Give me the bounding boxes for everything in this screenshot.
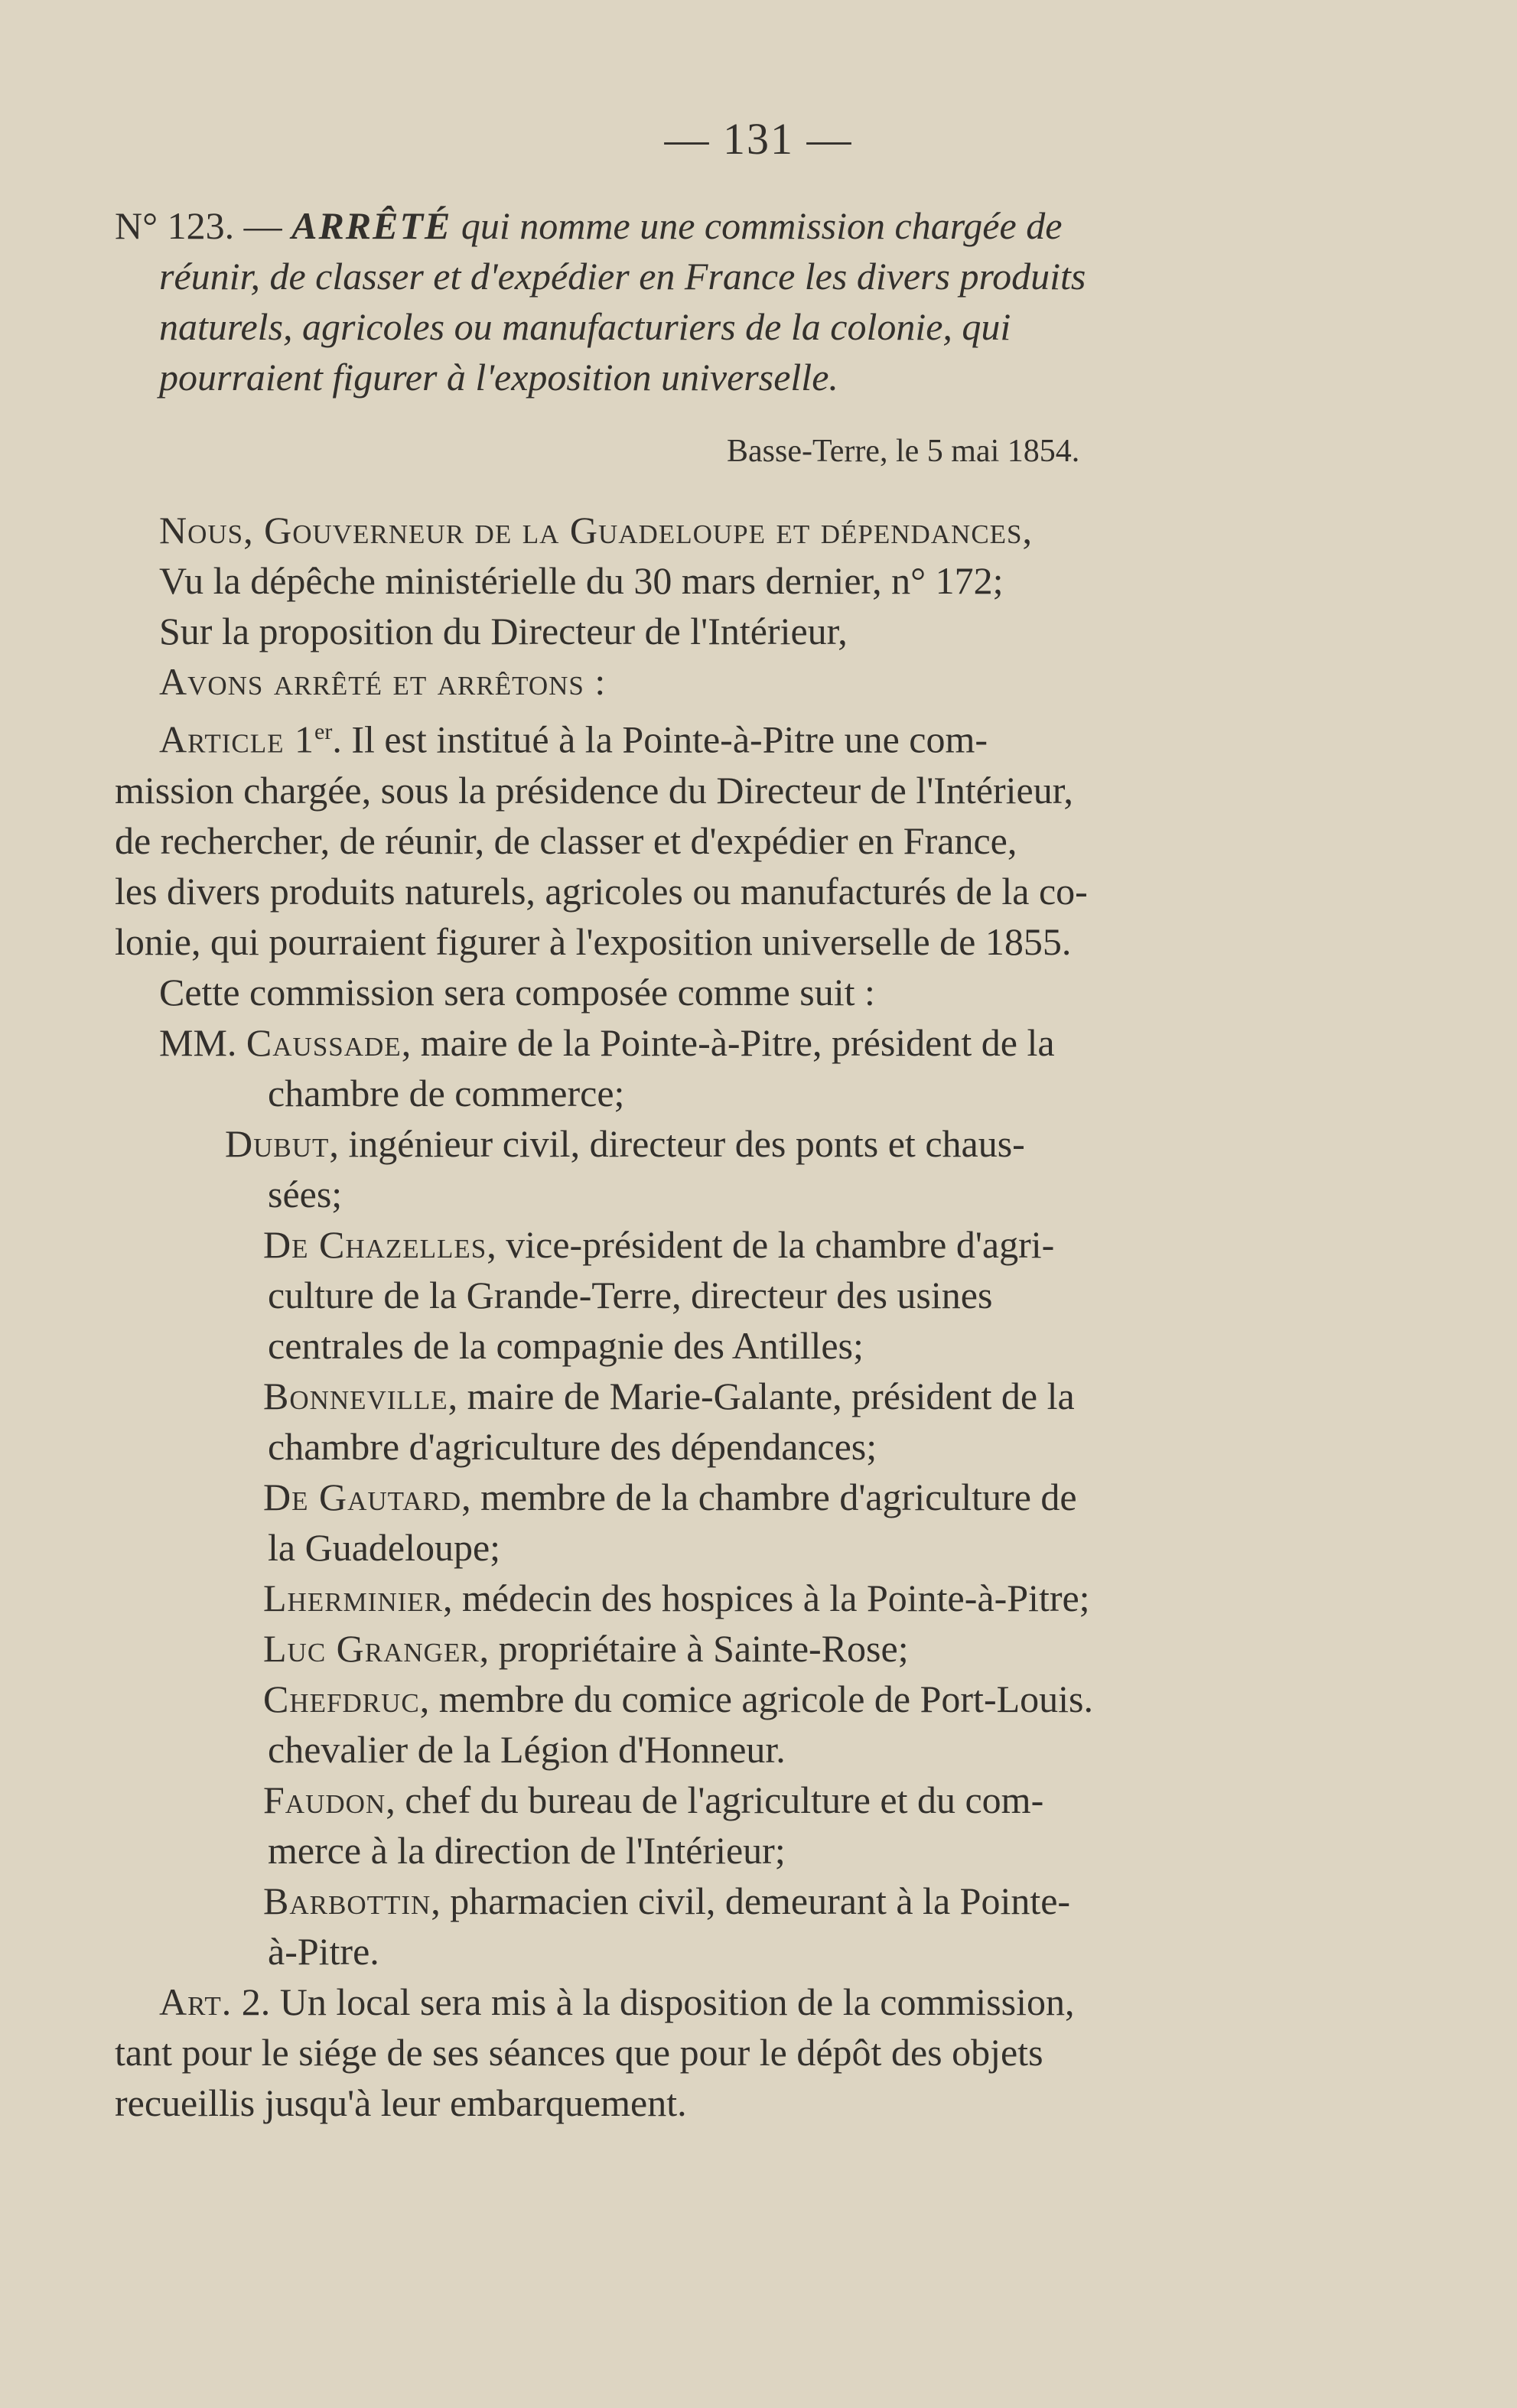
article-2-line-1-rest: 2. Un local sera mis à la disposition de la commission, [232,1980,1075,2023]
member-chefdruc [115,1674,1274,1724]
heading-line-1-rest: qui nomme une commission chargée de [461,204,1063,247]
member-name: De Gautard [263,1475,462,1518]
member-continuation: culture de la Grande-Terre, directeur des usines [268,1273,993,1316]
member-luc-granger [115,1623,1274,1674]
decree-heading [115,200,1274,402]
page-number: — 131 — [664,114,853,164]
composition-line: Cette commission sera composée comme suit : [159,970,875,1014]
article-1-line-1-rest: . Il est institué à la Pointe-à-Pitre une com- [332,718,988,761]
article-2-line-1 [115,1977,1274,2027]
member-continuation: à-Pitre. [268,1929,379,1973]
decree-title: ARRÊTÉ [291,204,452,247]
member-de-chazelles [115,1219,1274,1270]
member-continuation: centrales de la compagnie des Antilles; [268,1323,864,1367]
member-text: , médecin des hospices à la Pointe-à-Pitre; [442,1576,1090,1619]
member-name: Barbottin [263,1879,431,1922]
member-lherminier [115,1573,1274,1623]
member-barbottin [115,1876,1274,1926]
member-continuation: chambre de commerce; [268,1071,625,1115]
heading-line-1 [115,200,1274,251]
article-2-line-3: recueillis jusqu'à leur embarquement. [115,2081,687,2124]
member-dubut [115,1118,1274,1169]
member-text: , pharmacien civil, demeurant à la Pointe- [431,1879,1071,1922]
sur-line: Sur la proposition du Directeur de l'Intérieur, [159,610,848,652]
member-text: , vice-président de la chambre d'agri- [487,1222,1055,1266]
article-1-line-4: les divers produits naturels, agricoles ou manufacturés de la co- [115,869,1088,913]
article-1-line-3: de rechercher, de réunir, de classer et d'expédier en France, [115,818,1017,862]
place-date-line: Basse-Terre, le 5 mai 1854. [727,434,1080,469]
member-continuation: sées; [268,1172,343,1215]
heading-line-3: naturels, agricoles ou manufacturiers de la colonie, qui [159,305,1011,348]
member-name: Bonneville [263,1374,448,1417]
decree-body [115,505,1274,2128]
member-text: , ingénieur civil, directeur des ponts et chaus- [329,1121,1025,1165]
vu-line: Vu la dépêche ministérielle du 30 mars dernier, n° 172; [159,559,1004,602]
member-text: , maire de Marie-Galante, président de la [448,1374,1075,1417]
member-name: De Chazelles [263,1222,487,1266]
article-1-label: Article 1 [159,718,314,761]
governor-line: Nous, Gouverneur de la Guadeloupe et dépendances, [159,509,1034,552]
member-caussade [115,1017,1274,1068]
member-continuation: la Guadeloupe; [268,1525,501,1569]
member-text: , membre du comice agricole de Port-Louis. [419,1677,1093,1720]
avons-line: Avons arrêté et arrêtons : [159,660,607,703]
member-name: Luc Granger [263,1626,480,1670]
member-name: Chefdruc [263,1677,420,1720]
article-1-line-1 [115,707,1274,765]
member-text: , propriétaire à Sainte-Rose; [479,1626,909,1670]
member-text: , maire de la Pointe-à-Pitre, président de la [401,1020,1055,1064]
article-2-label: Art. [159,1980,233,2023]
member-continuation: chambre d'agriculture des dépendances; [268,1424,877,1468]
article-1-line-2: mission chargée, sous la présidence du Directeur de l'Intérieur, [115,768,1073,812]
heading-line-4: pourraient figurer à l'exposition universelle. [159,356,838,399]
decree-number: N° 123. [115,204,235,247]
member-bonneville [115,1371,1274,1421]
member-name: Faudon [263,1778,386,1821]
article-1-sup: er [314,719,333,744]
member-de-gautard [115,1472,1274,1522]
member-name: Caussade [246,1020,402,1064]
member-text: , membre de la chambre d'agriculture de [461,1475,1077,1518]
article-2-line-2: tant pour le siége de ses séances que pour le dépôt des objets [115,2030,1043,2074]
member-continuation: merce à la direction de l'Intérieur; [268,1828,786,1872]
member-name: Lherminier [263,1576,443,1619]
member-faudon [115,1775,1274,1825]
heading-dash: — [234,204,292,247]
article-1-line-5: lonie, qui pourraient figurer à l'exposition universelle de 1855. [115,919,1072,963]
member-continuation: chevalier de la Légion d'Honneur. [268,1727,786,1771]
heading-line-2: réunir, de classer et d'expédier en France les divers produits [159,255,1086,298]
member-name: Dubut [225,1121,330,1165]
member-text: , chef du bureau de l'agriculture et du com- [386,1778,1044,1821]
members-prefix: MM. [159,1020,237,1064]
